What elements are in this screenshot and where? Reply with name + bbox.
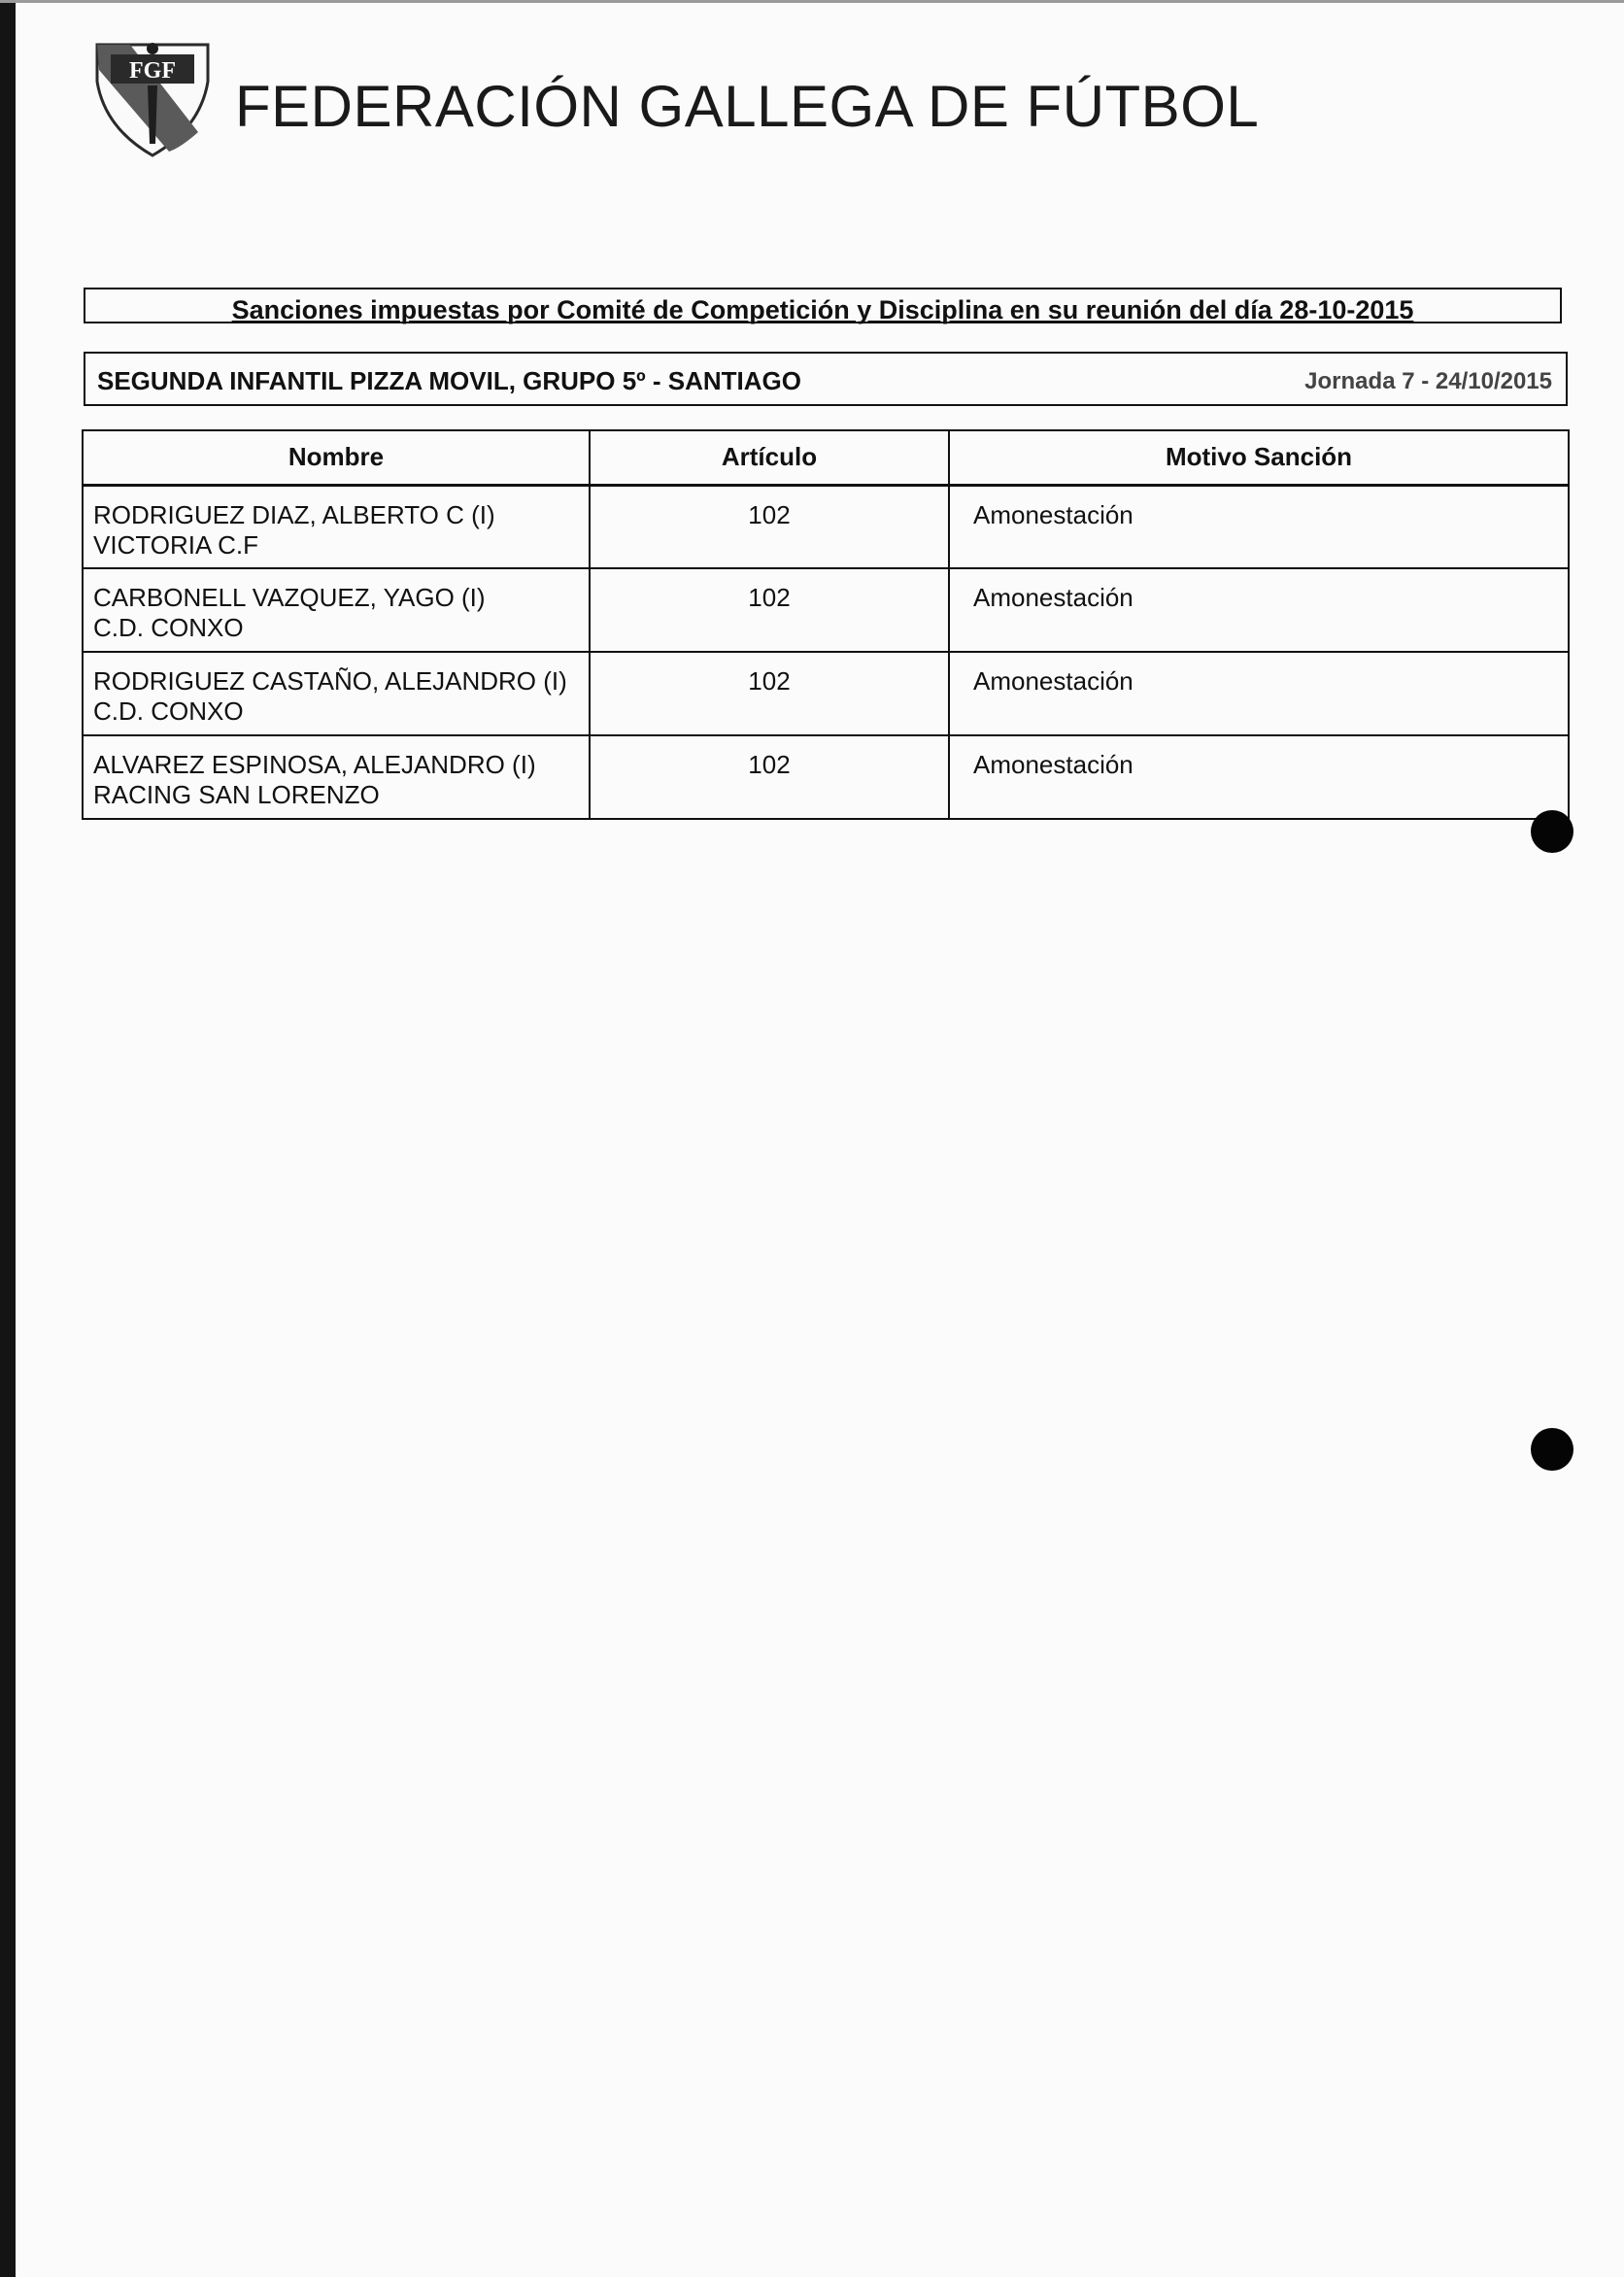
player-name: RODRIGUEZ CASTAÑO, ALEJANDRO (I) [93,666,567,696]
player-name: RODRIGUEZ DIAZ, ALBERTO C (I) [93,499,495,529]
sanction-header-box [84,288,1562,323]
table-row [83,568,1569,652]
article-cell: 102 [590,652,949,735]
club-name: VICTORIA C.F [93,529,258,560]
motive-cell: Amonestación [949,485,1569,568]
article-cell: 102 [590,568,949,652]
svg-text:FGF: FGF [129,58,176,84]
player-cell [83,652,590,735]
motive-cell: Amonestación [949,652,1569,735]
table-row [83,652,1569,735]
competition-box [84,352,1568,406]
sanctions-table [82,429,1570,820]
club-name: RACING SAN LORENZO [93,780,380,809]
club-name: C.D. CONXO [93,697,244,726]
player-name: ALVAREZ ESPINOSA, ALEJANDRO (I) [93,750,536,779]
motive-cell: Amonestación [949,735,1569,819]
column-header-motive: Motivo Sanción [949,430,1569,485]
sanction-header-title: Sanciones impuestas por Comité de Competición y Disciplina en su reunión del día 28-10-2015 [231,295,1414,324]
punch-hole [1531,1428,1573,1471]
article-cell: 102 [590,485,949,568]
motive-cell: Amonestación [949,568,1569,652]
column-header-article: Artículo [590,430,949,485]
article-cell: 102 [590,735,949,819]
table-header-row [83,430,1569,485]
table-row [83,735,1569,819]
scan-edge [0,0,16,2277]
column-header-name: Nombre [83,430,590,485]
competition-name: SEGUNDA INFANTIL PIZZA MOVIL, GRUPO 5º - SANTIAGO [97,366,802,395]
player-cell [83,568,590,652]
club-name: C.D. CONXO [93,613,244,642]
jornada-date: Jornada 7 - 24/10/2015 [1304,368,1552,394]
federation-logo [91,35,214,157]
player-cell [83,485,590,568]
federation-title: FEDERACIÓN GALLEGA DE FÚTBOL [235,74,1260,139]
player-name: CARBONELL VAZQUEZ, YAGO (I) [93,583,486,612]
scan-edge-top [0,0,1624,3]
player-cell [83,735,590,819]
punch-hole [1531,810,1573,853]
table-row [83,485,1569,568]
